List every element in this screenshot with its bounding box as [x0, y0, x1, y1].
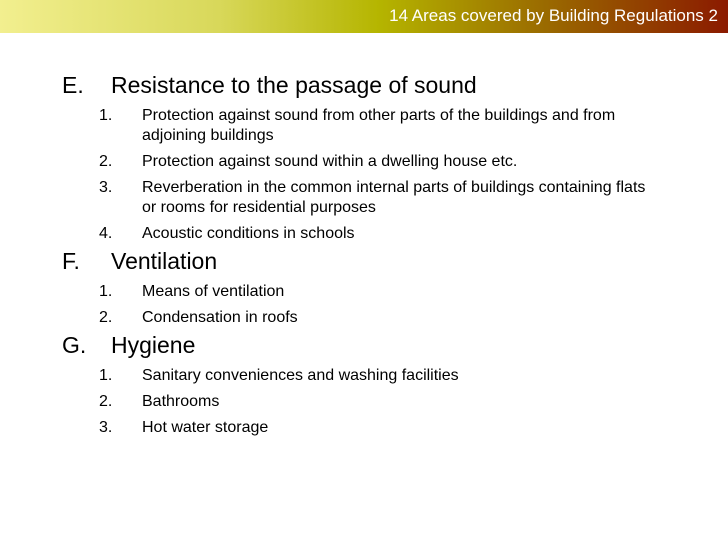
item-number: 4. [99, 225, 113, 242]
list-item [0, 366, 728, 386]
item-text: Reverberation in the common internal parts of buildings containing flats or rooms for residential purposes [142, 179, 646, 216]
section-e [0, 70, 728, 244]
header-banner [0, 0, 728, 33]
section-g [0, 330, 728, 438]
list-item [0, 224, 728, 244]
list-item [0, 106, 728, 146]
section-title: Ventilation [111, 248, 218, 274]
item-text: Sanitary conveniences and washing facilities [142, 367, 459, 384]
list-item [0, 282, 728, 302]
section-title: Hygiene [111, 332, 196, 358]
section-f [0, 246, 728, 328]
list-item [0, 308, 728, 328]
slide-title: 14 Areas covered by Building Regulations 2 [389, 6, 718, 25]
section-heading [0, 330, 728, 360]
list-item [0, 178, 728, 218]
item-text: Condensation in roofs [142, 309, 298, 326]
item-number: 2. [99, 153, 113, 170]
item-text: Acoustic conditions in schools [142, 225, 355, 242]
item-number: 2. [99, 309, 113, 326]
item-list [0, 282, 728, 328]
item-text: Means of ventilation [142, 283, 285, 300]
list-item [0, 152, 728, 172]
section-letter: F. [62, 248, 80, 274]
item-text: Bathrooms [142, 393, 220, 410]
section-heading [0, 70, 728, 100]
item-number: 2. [99, 393, 113, 410]
item-number: 1. [99, 107, 113, 124]
list-item [0, 418, 728, 438]
section-letter: E. [62, 72, 84, 98]
item-text: Hot water storage [142, 419, 269, 436]
item-text: Protection against sound from other parts of the buildings and from adjoining buildings [142, 107, 616, 144]
item-number: 1. [99, 283, 113, 300]
item-text: Protection against sound within a dwelling house etc. [142, 153, 518, 170]
item-number: 3. [99, 419, 113, 436]
item-number: 3. [99, 179, 113, 196]
item-list [0, 106, 728, 244]
list-item [0, 392, 728, 412]
section-title: Resistance to the passage of sound [111, 72, 477, 98]
section-letter: G. [62, 332, 87, 358]
section-heading [0, 246, 728, 276]
slide-content [0, 70, 728, 438]
item-number: 1. [99, 367, 113, 384]
item-list [0, 366, 728, 438]
